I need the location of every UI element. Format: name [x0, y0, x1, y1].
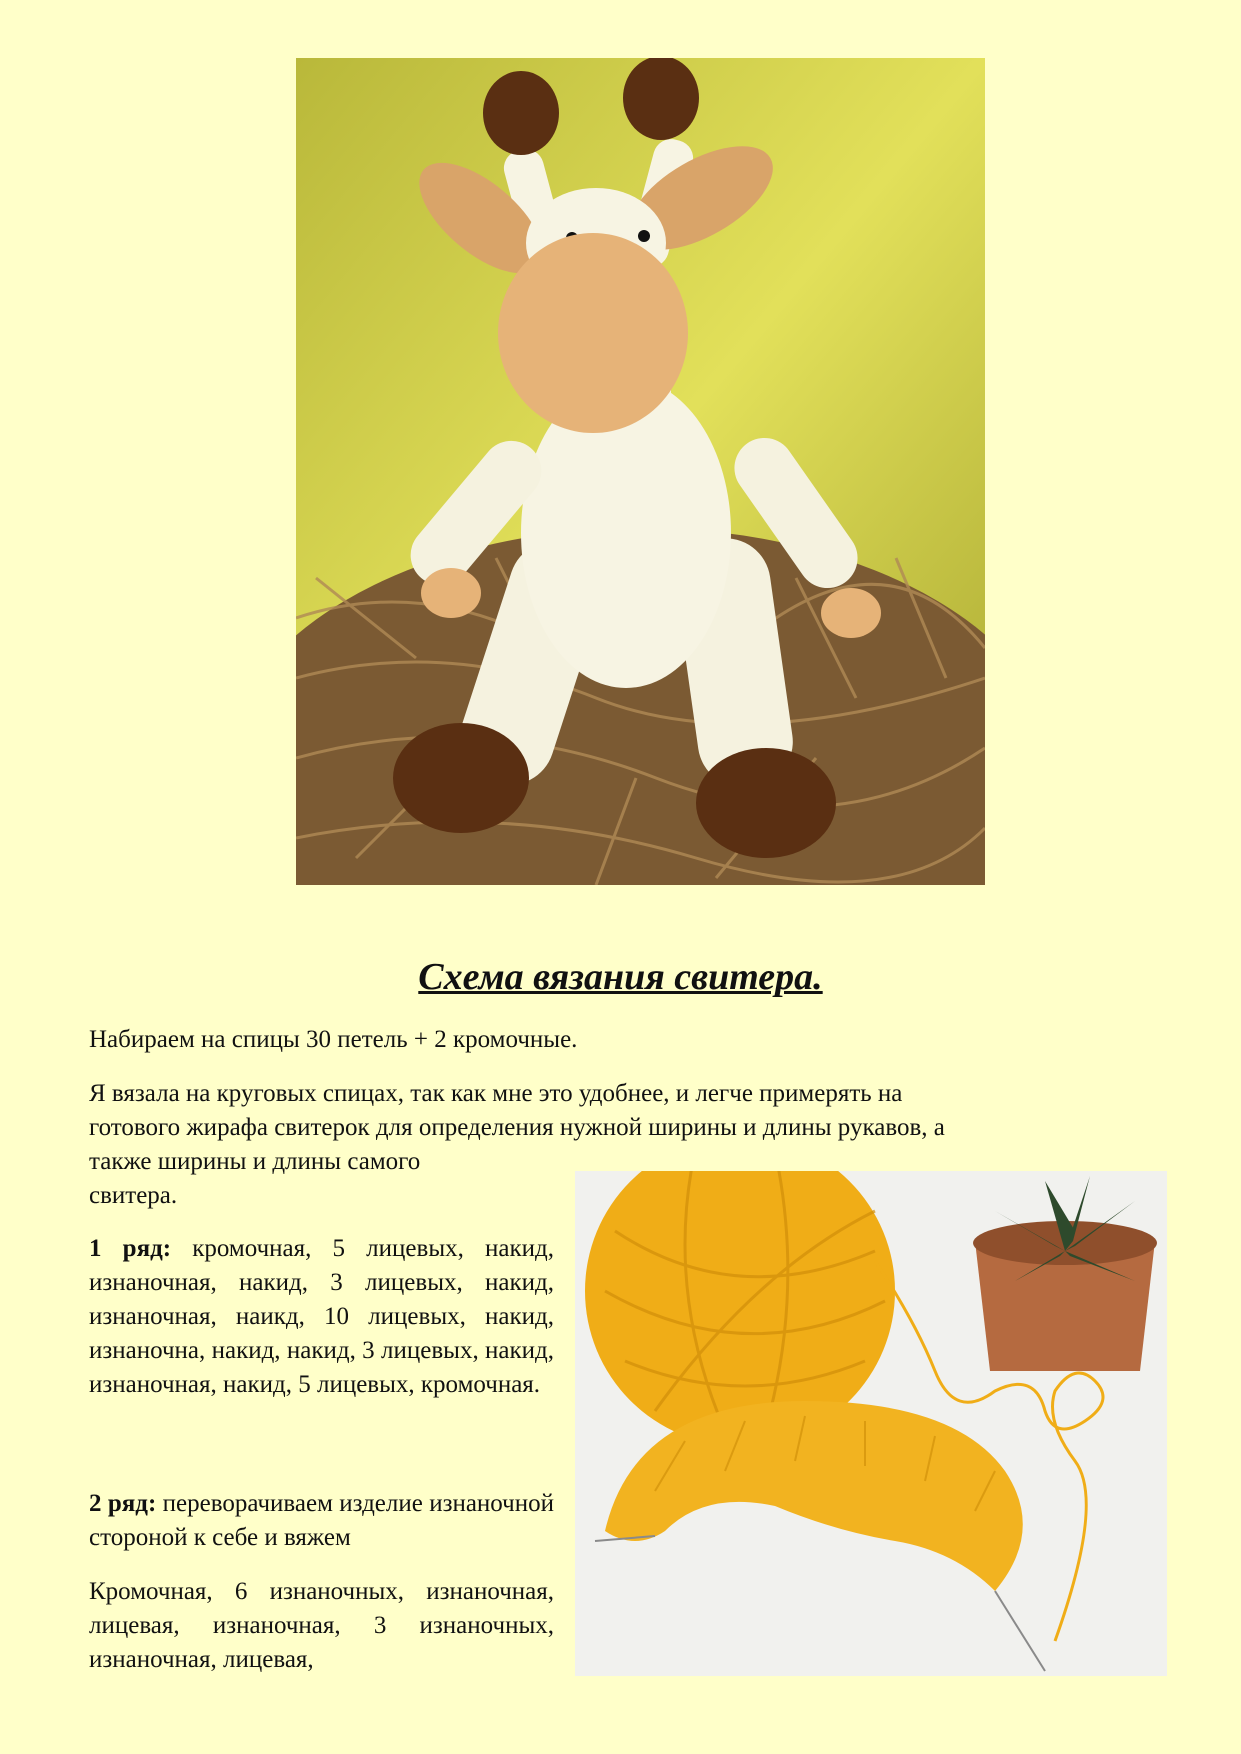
row-1-instructions	[89, 1232, 554, 1402]
yarn-photo	[575, 1171, 1167, 1676]
note-line-4: свитера.	[89, 1182, 178, 1209]
row-1-label: 1 ряд:	[89, 1235, 172, 1262]
row-2-continuation: Кромочная, 6 изнаночных, изнаночная, лицевая, изнаночная, 3 изнаночных, изнаночная, лицевая,	[89, 1578, 554, 1673]
note-line-2: готового жирафа свитерок для определения нужной ширины и длины рукавов, а	[89, 1114, 945, 1141]
note-line-3: также ширины и длины самого	[89, 1148, 421, 1175]
note-line-1: Я вязала на круговых спицах, так как мне это удобнее, и легче примерять на	[89, 1080, 903, 1107]
row-1-text: кромочная, 5 лицевых, накид, изнаночная, накид, 3 лицевых, накид, изнаночная, наикд, 10 лицевых, накид, изнаночна, накид, накид, 3 лицевых, накид, изнаночная, накид, 5 лицевых, кромочная.	[89, 1235, 554, 1398]
row-2-text: переворачиваем изделие изнаночной стороной к себе и вяжем	[89, 1490, 554, 1551]
giraffe-photo	[296, 58, 985, 885]
row-2-label: 2 ряд:	[89, 1490, 157, 1517]
section-title: Схема вязания свитера.	[418, 956, 823, 998]
row-2-instructions	[89, 1487, 554, 1555]
intro-text: Набираем на спицы 30 петель + 2 кромочные.	[89, 1026, 578, 1053]
